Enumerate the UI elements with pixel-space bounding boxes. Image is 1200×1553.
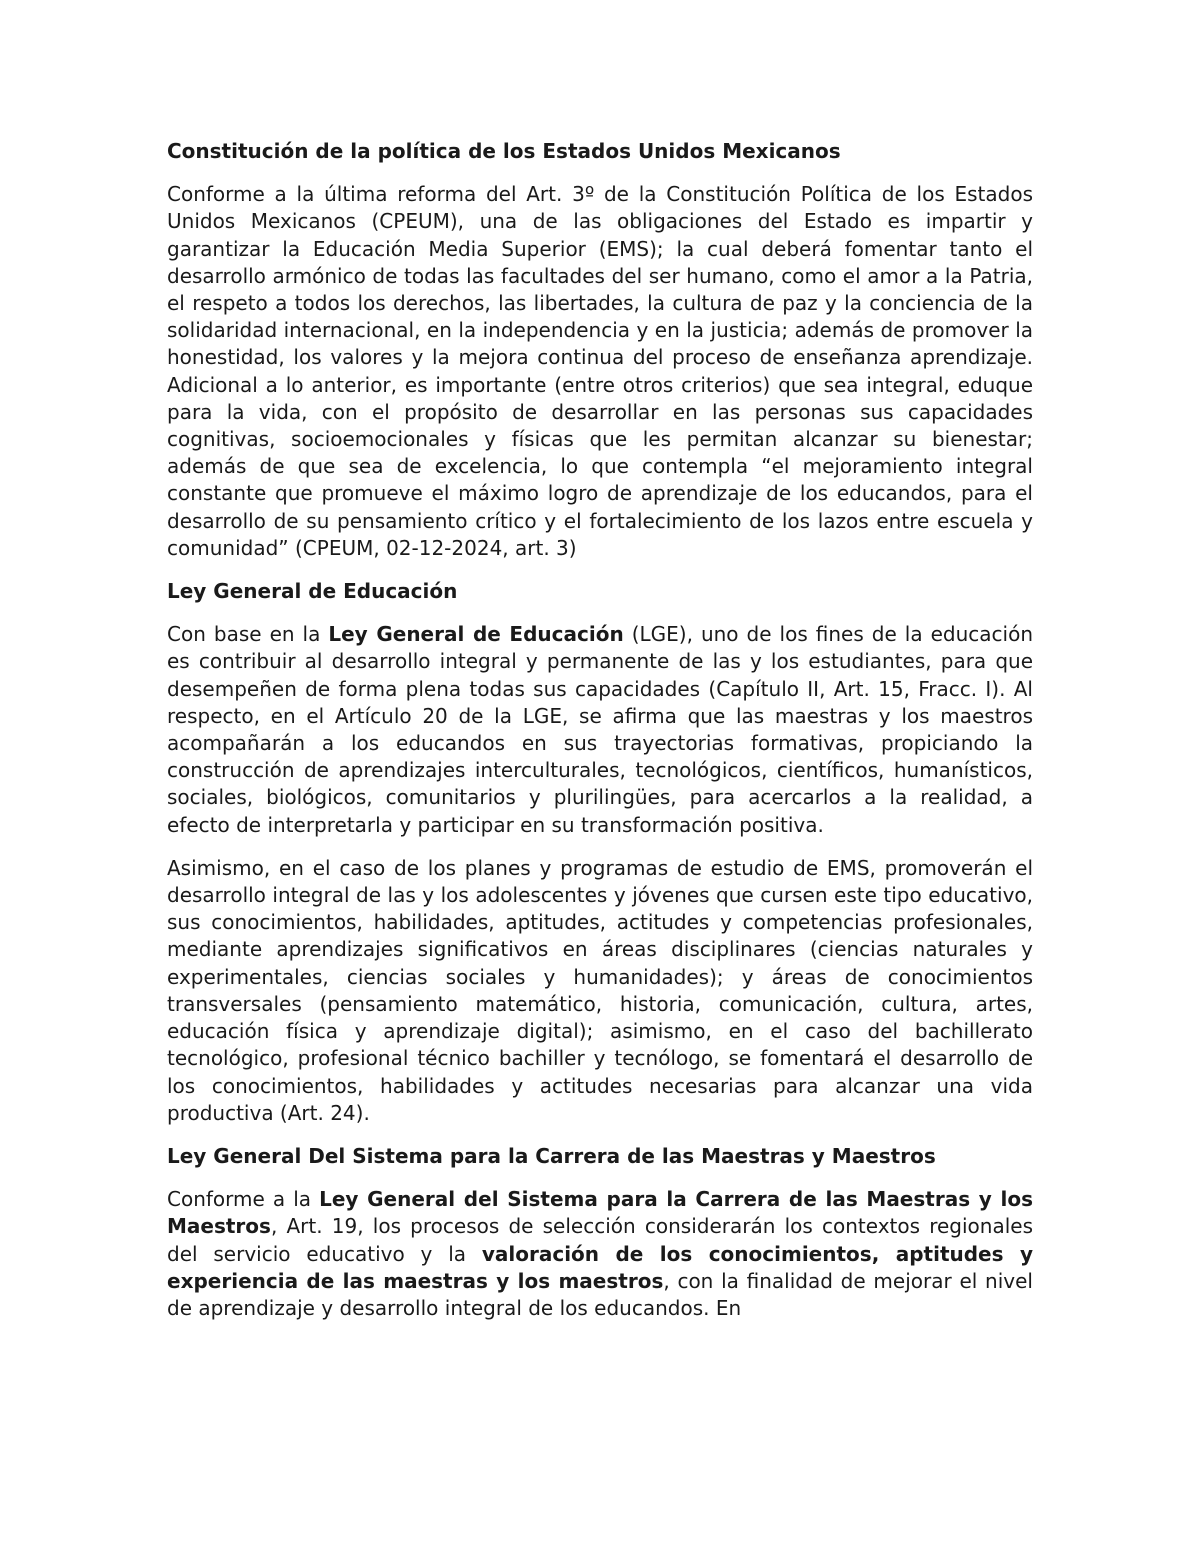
paragraph-constitucion: Conforme a la última reforma del Art. 3º de la Constitución Política de los Estados Unidos Mexicanos (CPEUM), una de las obligaciones del Estado es impartir y garantizar la Educación Media Superior (EMS); la cual deberá fomentar tanto el desarrollo armónico de todas las facultades del ser humano, como el amor a la Patria, el respeto a todos los derechos, las libertades, la cultura de paz y la conciencia de la solidaridad internacional, en la independencia y en la justicia; además de promover la honestidad, los valores y la mejora continua del proceso de enseñanza aprendizaje. Adicional a lo anterior, es importante (entre otros criterios) que sea integral, eduque para la vida, con el propósito de desarrollar en las personas sus capacidades cognitivas, socioemocionales y físicas que les permitan alcanzar su bienestar; además de que sea de excelencia, lo que contempla “el mejoramiento integral constante que promueve el máximo logro de aprendizaje de los educandos, para el desarrollo de su pensamiento crítico y el fortalecimiento de los lazos entre escuela y comunidad” (CPEUM, 02-12-2024, art. 3)	[167, 182, 1033, 560]
section-heading-constitucion: Constitución de la política de los Estados Unidos Mexicanos	[167, 139, 841, 163]
bold-text-run: Ley General del Sistema para la Carrera de las Maestras y los Maestros	[167, 1187, 1034, 1239]
bold-text-run: Ley General de Educación	[328, 622, 624, 647]
paragraph-lge-1	[167, 621, 1033, 839]
text-run: , con la finalidad de mejorar el nivel de aprendizaje y desarrollo integral de los educandos. En	[167, 1268, 1033, 1320]
section-heading-lge: Ley General de Educación	[167, 579, 458, 604]
paragraph-lge-2: Asimismo, en el caso de los planes y programas de estudio de EMS, promoverán el desarrollo integral de las y los adolescentes y jóvenes que cursen este tipo educativo, sus conocimientos, habilidades, aptitudes, actitudes y competencias profesionales, mediante aprendizajes significativos en áreas disciplinares (ciencias naturales y experimentales, ciencias sociales y humanidades); y áreas de conocimientos transversales (pensamiento matemático, historia, comunicación, cultura, artes, educación física y aprendizaje digital); asimismo, en el caso del bachillerato tecnológico, profesional técnico bachiller y tecnólogo, se fomentará el desarrollo de los conocimientos, habilidades y actitudes necesarias para alcanzar una vida productiva (Art. 24).	[167, 855, 1033, 1125]
document-body	[167, 138, 1033, 1338]
section-heading-carrera-maestros: Ley General Del Sistema para la Carrera de las Maestras y Maestros	[167, 1143, 936, 1168]
text-run: , Art. 19, los procesos de selección considerarán los contextos regionales del servicio educativo y la	[167, 1214, 1033, 1266]
bold-text-run: valoración de los conocimientos, aptitudes y experiencia de las maestras y los maestros	[167, 1241, 1033, 1293]
text-run: Conforme a la	[167, 1187, 320, 1212]
paragraph-carrera-maestros	[167, 1186, 1033, 1322]
text-run: (LGE), uno de los fines de la educación es contribuir al desarrollo integral y permanente de las y los estudiantes, para que desempeñen de forma plena todas sus capacidades (Capítulo II, Art. 15, Fracc. I). Al respecto, en el Artículo 20 de la LGE, se afirma que las maestras y los maestros acompañarán a los educandos en sus trayectorias formativas, propiciando la construcción de aprendizajes interculturales, tecnológicos, científicos, humanísticos, sociales, biológicos, comunitarios y plurilingües, para acercarlos a la realidad, a efecto de interpretarla y participar en su transformación positiva.	[167, 622, 1033, 837]
text-run: Con base en la	[167, 622, 329, 647]
